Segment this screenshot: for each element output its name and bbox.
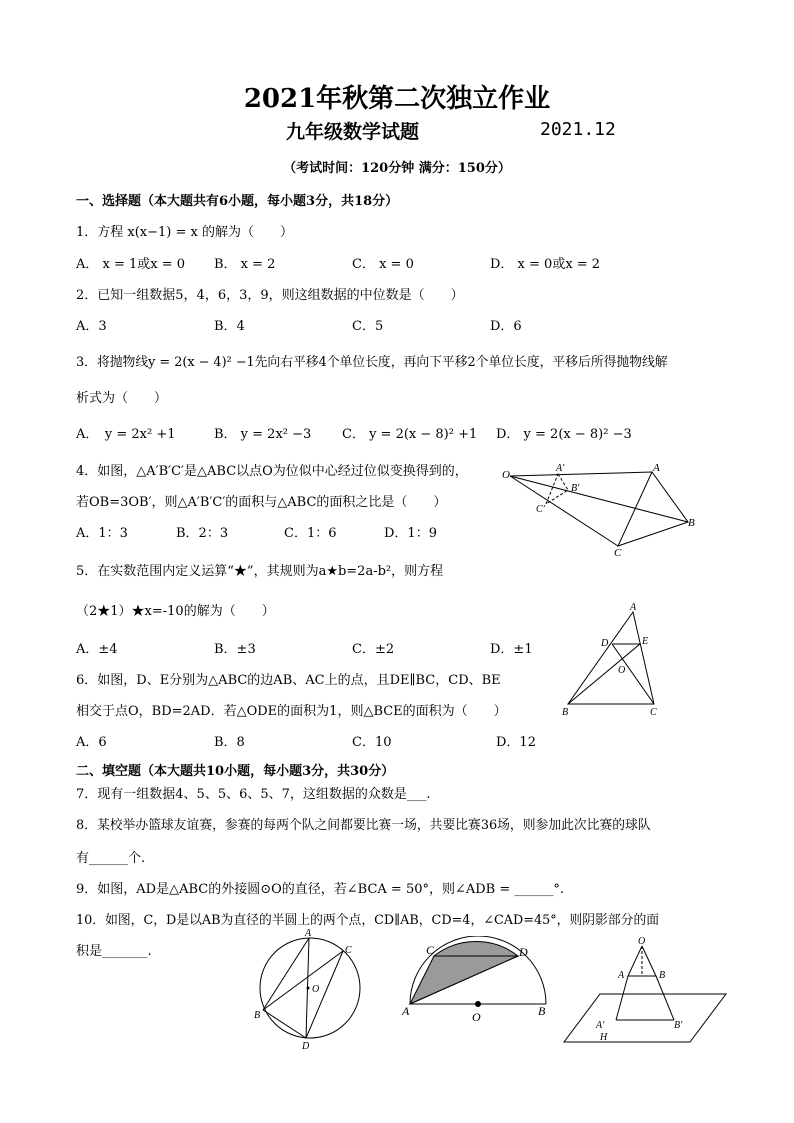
q8-stem-line2: 有______个. bbox=[76, 851, 146, 866]
q2-option-a: A．3 bbox=[76, 319, 107, 334]
q9-label-o: O bbox=[312, 984, 320, 995]
q4-option-d: D．1：9 bbox=[384, 526, 437, 541]
projection-label-a-prime: A' bbox=[596, 1020, 605, 1031]
q10-label-a: A bbox=[402, 1004, 410, 1018]
q6-label-c: C bbox=[650, 707, 657, 718]
q10-label-b: B bbox=[538, 1004, 546, 1018]
q5-option-d: D．±1 bbox=[490, 642, 533, 657]
q3-stem-line2: 析式为（ ） bbox=[76, 391, 168, 406]
q9-label-c: C bbox=[345, 945, 352, 956]
section-2-heading: 二、填空题（本大题共10小题，每小题3分，共30分） bbox=[76, 764, 395, 779]
q10-stem-line2: 积是_______. bbox=[76, 944, 152, 959]
q4-stem-line1: 4．如图，△A′B′C′是△ABC以点O为位似中心经过位似变换得到的， bbox=[76, 464, 468, 479]
q6-label-a: A bbox=[630, 602, 637, 613]
q2-option-d: D．6 bbox=[490, 319, 522, 334]
q4-label-b-prime: B' bbox=[571, 483, 580, 494]
q4-stem-line2: 若OB=3OB′，则△A′B′C′的面积与△ABC的面积之比是（ ） bbox=[76, 495, 447, 510]
q6-label-e: E bbox=[642, 636, 649, 647]
projection-label-b-prime: B' bbox=[674, 1020, 683, 1031]
projection-figure bbox=[560, 934, 736, 1048]
exam-time-info: （考试时间：120分钟 满分：150分） bbox=[283, 161, 511, 176]
q6-label-o: O bbox=[618, 665, 626, 676]
projection-label-h: H bbox=[600, 1032, 608, 1043]
q1-option-b: B． x = 2 bbox=[214, 257, 276, 272]
q3-option-d: D． y = 2(x − 8)² −3 bbox=[496, 427, 632, 442]
q6-option-d: D．12 bbox=[496, 735, 536, 750]
q10-label-c: C bbox=[426, 943, 435, 957]
q4-label-b: B bbox=[688, 517, 695, 529]
q4-label-a-prime: A' bbox=[556, 463, 565, 474]
q9-stem: 9．如图，AD是△ABC的外接圆⊙O的直径，若∠BCA = 50°，则∠ADB = ______°. bbox=[76, 882, 565, 897]
projection-label-o: O bbox=[638, 936, 646, 947]
section-1-heading: 一、选择题（本大题共有6小题，每小题3分，共18分） bbox=[76, 194, 399, 209]
q4-label-a: A bbox=[653, 462, 660, 474]
projection-label-a: A bbox=[618, 970, 625, 981]
exam-subtitle: 九年级数学试题 bbox=[286, 121, 420, 143]
q5-option-c: C．±2 bbox=[352, 642, 395, 657]
q4-label-c: C bbox=[614, 547, 622, 559]
q7-stem: 7．现有一组数据4、5、5、6、5、7，这组数据的众数是___. bbox=[76, 787, 431, 802]
q1-option-a: A． x = 1或x = 0 bbox=[76, 257, 186, 272]
q9-figure bbox=[250, 926, 370, 1054]
q3-option-c: C． y = 2(x − 8)² +1 bbox=[342, 427, 478, 442]
exam-date: 2021.12 bbox=[540, 119, 616, 140]
q6-label-b: B bbox=[562, 707, 569, 718]
q4-figure bbox=[500, 460, 700, 560]
q2-stem: 2．已知一组数据5，4，6，3，9，则这组数据的中位数是（ ） bbox=[76, 288, 464, 303]
q5-stem-line2: （2★1）★x=-10的解为（ ） bbox=[76, 604, 275, 619]
q9-label-b: B bbox=[254, 1010, 261, 1021]
q10-figure bbox=[400, 936, 560, 1026]
q4-label-o: O bbox=[502, 469, 510, 481]
q2-option-c: C．5 bbox=[352, 319, 384, 334]
q4-label-c-prime: C' bbox=[536, 504, 545, 515]
q9-label-a: A bbox=[305, 928, 312, 939]
q6-option-c: C．10 bbox=[352, 735, 392, 750]
q6-stem-line2: 相交于点O，BD=2AD．若△ODE的面积为1，则△BCE的面积为（ ） bbox=[76, 704, 507, 719]
q3-option-b: B． y = 2x² −3 bbox=[214, 427, 312, 442]
q5-option-a: A．±4 bbox=[76, 642, 118, 657]
q5-stem-line1: 5．在实数范围内定义运算“★”，其规则为a★b=2a-b²，则方程 bbox=[76, 564, 444, 579]
q4-option-c: C．1：6 bbox=[284, 526, 337, 541]
exam-title: 2021年秋第二次独立作业 bbox=[243, 84, 551, 114]
q2-option-b: B．4 bbox=[214, 319, 245, 334]
q9-label-d: D bbox=[302, 1041, 310, 1052]
q10-label-o: O bbox=[472, 1010, 481, 1024]
q1-option-d: D． x = 0或x = 2 bbox=[490, 257, 601, 272]
projection-label-b: B bbox=[659, 970, 666, 981]
q1-option-c: C． x = 0 bbox=[352, 257, 414, 272]
q6-figure bbox=[558, 600, 668, 718]
q3-stem-line1: 3．将抛物线y = 2(x − 4)² −1先向右平移4个单位长度，再向下平移2个单位长度，平移后所得抛物线解 bbox=[76, 355, 668, 370]
q8-stem-line1: 8．某校举办篮球友谊赛，参赛的每两个队之间都要比赛一场，共要比赛36场，则参加此次比赛的球队 bbox=[76, 818, 651, 833]
q4-option-b: B．2：3 bbox=[176, 526, 229, 541]
q1-stem: 1．方程 x(x−1) = x 的解为（ ） bbox=[76, 225, 293, 240]
q4-option-a: A．1：3 bbox=[76, 526, 128, 541]
q6-option-b: B．8 bbox=[214, 735, 245, 750]
q6-option-a: A．6 bbox=[76, 735, 107, 750]
q3-option-a: A． y = 2x² +1 bbox=[76, 427, 176, 442]
q10-label-d: D bbox=[519, 945, 528, 959]
q10-stem-line1: 10．如图，C，D是以AB为直径的半圆上的两个点，CD∥AB，CD=4，∠CAD=45°，则阴影部分的面 bbox=[76, 913, 660, 928]
q5-option-b: B．±3 bbox=[214, 642, 256, 657]
q6-label-d: D bbox=[601, 638, 609, 649]
q6-stem-line1: 6．如图，D、E分别为△ABC的边AB、AC上的点，且DE∥BC，CD、BE bbox=[76, 673, 501, 688]
